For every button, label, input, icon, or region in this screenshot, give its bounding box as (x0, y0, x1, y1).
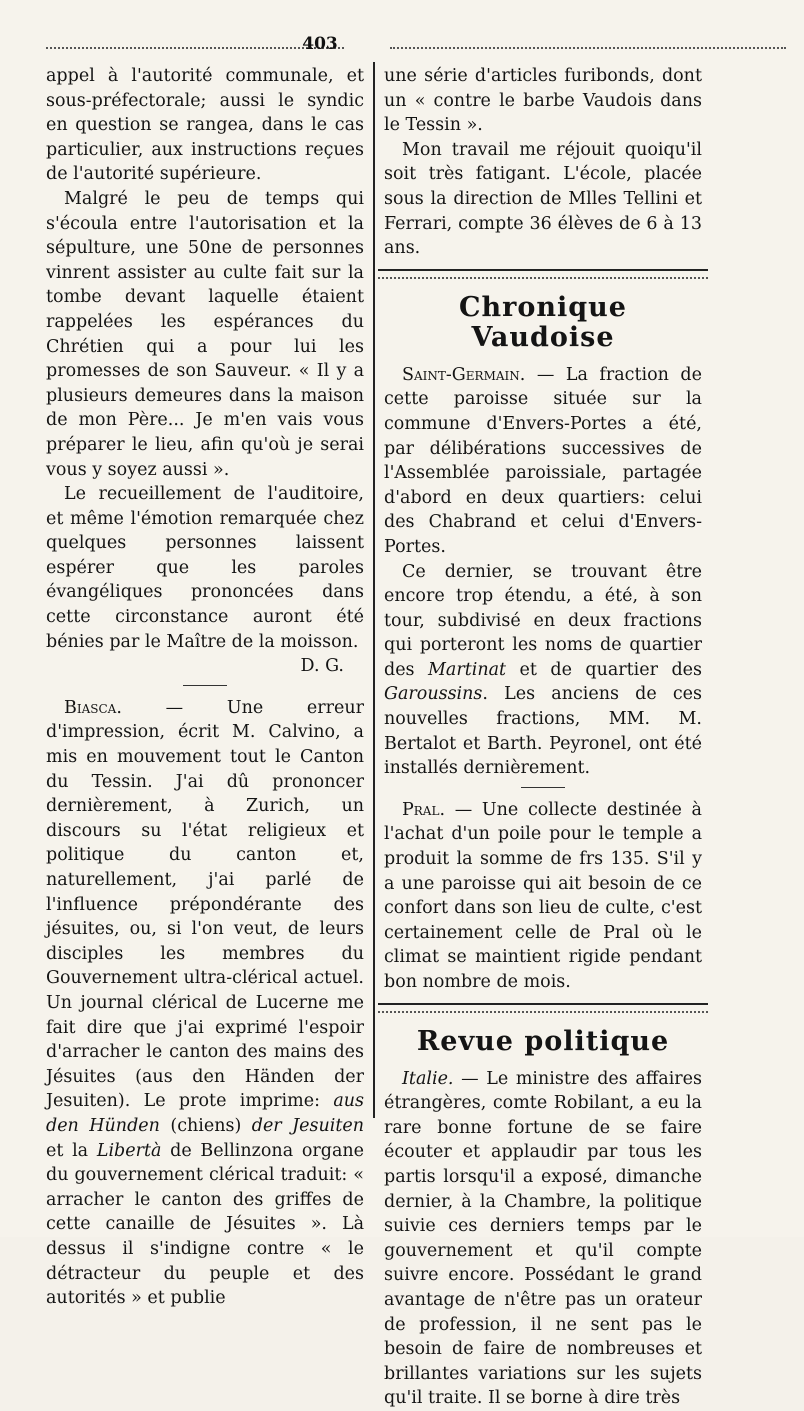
paragraph-text: Ce dernier, se trouvant être encore trop étendu, a été, à son tour, subdivisé en deux fractions qui porteront les noms de quartier des (384, 561, 702, 680)
right-column (384, 64, 702, 1411)
biasca-text: — Une erreur d'impression, écrit M. Calvino, a mis en mouvement tout le Canton du Tessin. J'ai dû prononcer dernièrement, à Zurich, un discours su l'état religieux et politique du canton et, naturellement, j'ai parlé de l'influence prépondérante des jésuites, ou, si l'on veut, de leurs disciples les membres du Gouvernement ultra-clérical actuel. Un journal clérical de Lucerne me fait dire que j'ai exprimé l'espoir d'arracher le canton des mains des Jésuites (aus den Händen der Jesuiten). Le prote imprime: (46, 697, 364, 1112)
header-dotted-rule-right (390, 47, 786, 49)
place-name: Saint-Germain. (402, 364, 526, 385)
article-paragraph: Mon travail me réjouit quoiqu'il soit très fatigant. L'école, placée sous la direction de Mlles Tellini et Ferrari, compte 36 élèves de 6 à 13 ans. (384, 139, 702, 259)
paragraph-text: — Une collecte destinée à l'achat d'un poile pour le temple a produit la somme de frs 135. S'il y a une paroisse qui ait besoin de ce confort dans son lieu de culte, c'est certainement celle de Pral où le climat se maintient rigide pendant bon nombre de mois. (384, 799, 702, 992)
short-separator (521, 787, 565, 788)
section-dotted-rule (378, 277, 708, 279)
left-column (46, 64, 364, 1311)
article-paragraph: Le recueillement de l'auditoire, et même l'émotion remarquée chez quelques personnes laissent espérer que les paroles évangéliques prononcées dans cette circonstance auront été bénies par le Maître de la moisson. (46, 484, 364, 652)
italic-phrase: aus den Hünden (46, 1091, 364, 1136)
short-separator (183, 685, 227, 686)
italic-phrase: der Jesuiten (251, 1115, 364, 1136)
section-rule (378, 269, 708, 271)
paragraph-text: et de quartier des (506, 659, 702, 680)
section-rule (378, 1003, 708, 1005)
paragraph-text: — Le ministre des affaires étrangères, comte Robilant, a eu la rare bonne fortune de se faire écouter et applaudir par tous les partis lorsqu'il a exposé, dimanche dernier, à la Chambre, la politique suivie ces derniers temps par le gouvernement et qu'il compte suivre encore. Possédant le grand avantage de n'être pas un orateur de profession, il ne sent pas le besoin de faire de nombreuses et brillantes variations sur les sujets qu'il traite. Il se borne à dire très (384, 1068, 702, 1409)
paragraph-text: — La fraction de cette paroisse située sur la commune d'Envers-Portes a été, par délibérations successives de l'Assemblée paroissiale, partagée d'abord en deux quartiers: celui des Chabrand et celui d'Envers-Portes. (384, 364, 702, 557)
biasca-text: (chiens) (159, 1115, 252, 1136)
pral-paragraph (384, 798, 702, 995)
revue-politique-heading: Revue politique (416, 1025, 670, 1057)
italie-paragraph (384, 1067, 702, 1411)
article-paragraph: Malgré le peu de temps qui s'écoula entre l'autorisation et la sépulture, une 50ne de personnes vinrent assister au culte fait sur la tombe devant laquelle étaient rappelées les espérances du Chrétien qui a pour lui les promesses de son Sauveur. « Il y a plusieurs demeures dans la maison de mon Père... Je m'en vais vous préparer le lieu, afin qu'où je serai vous y soyez aussi ». (46, 188, 364, 480)
biasca-text: de Bellinzona organe du gouvernement clérical traduit: « arracher le canton des griffes de cette canaille de Jésuites ». Là dessus il s'indigne contre « le détracteur du peuple et des autorités » et publie (46, 1140, 364, 1309)
italic-phrase: Garoussins (384, 684, 483, 705)
saint-germain-paragraph-2 (384, 560, 702, 781)
signature: D. G. (300, 656, 344, 677)
column-divider (373, 62, 375, 1118)
section-dotted-rule (378, 1011, 708, 1013)
chronique-vaudoise-heading: Chronique Vaudoise (459, 291, 627, 353)
place-name: Pral. (402, 799, 446, 820)
article-paragraph: une série d'articles furibonds, dont un « contre le barbe Vaudois dans le Tessin ». (384, 66, 702, 136)
italic-phrase: Libertà (96, 1140, 162, 1161)
biasca-paragraph (46, 696, 364, 1311)
page-number: 403 (302, 34, 338, 54)
italic-phrase: Martinat (428, 659, 507, 680)
place-name: Biasca. (64, 697, 122, 718)
header-rule (46, 42, 786, 54)
paragraph-text: . Les anciens de ces nouvelles fractions, MM. M. Bertalot et Barth. Peyronel, ont été installés dernièrement. (384, 684, 702, 779)
article-paragraph: appel à l'autorité communale, et sous-préfectorale; aussi le syndic en question se rangea, dans le cas particulier, aux instructions reçues de l'autorité supérieure. (46, 66, 364, 185)
biasca-text: et la (46, 1140, 97, 1161)
saint-germain-paragraph (384, 363, 702, 560)
place-name: Italie. (402, 1068, 454, 1089)
